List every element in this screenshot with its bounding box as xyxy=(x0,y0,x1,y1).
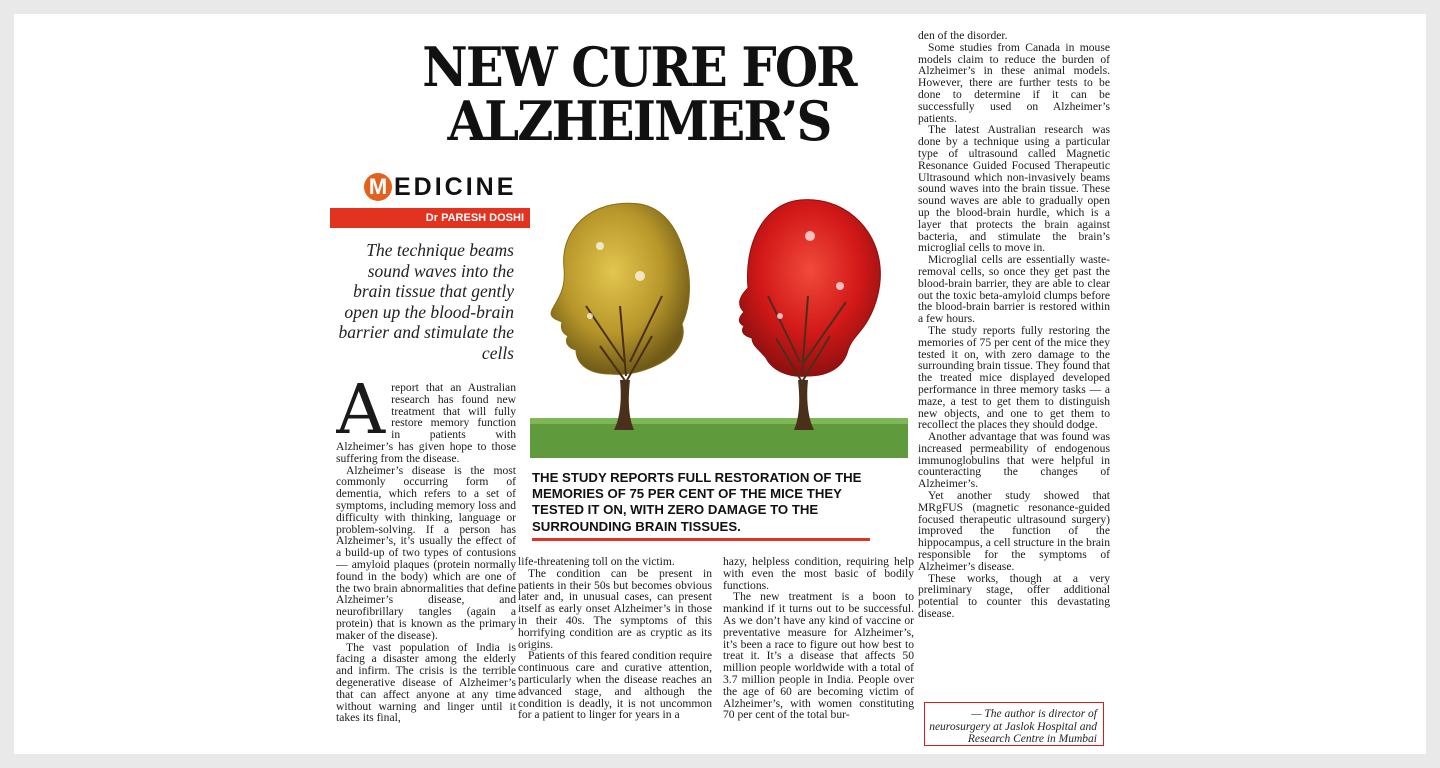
paragraph: The latest Australian research was done by a technique using a particular type of ultrasound called Magnetic Resonance Guided Focused Therapeutic Ultrasound which non-invasively beams sound waves into the brain tissue. These sound waves are able to gradually open up the blood-brain hurdle, which is a layer that protects the brain against bacteria, and stimulate the brain’s microglial cells to move in. xyxy=(918,123,1110,255)
tree-heads-illustration-icon xyxy=(530,186,908,458)
body-column-4 xyxy=(918,30,1110,702)
right-trunk xyxy=(794,380,814,430)
paragraph: Alzheimer’s disease is the most commonly occurring form of dementia, which refers to a set of symptoms, including memory loss and difficulty with thinking, language or problem-solving. If a person has Alzheimer’s, it’s usually the effect of a build-up of two types of contusions — amyloid plaques (protein normally found in the body) which are one of the two brain abnormalities that define Alzheimer’s disease, and neurofibrillary tangles (again a protein) that is known as the primary maker of the disease). xyxy=(336,463,516,642)
newspaper-page xyxy=(14,14,1426,754)
paragraph: den of the disorder. xyxy=(918,30,1008,42)
section-name: EDICINE xyxy=(394,173,517,201)
paragraph: Yet another study showed that MRgFUS (magnetic resonance-guided focused therapeutic ultrasound surgery) improved the function of the hippocampus, a cell structure in the brain responsible for the symptoms of Alzheimer’s disease. xyxy=(918,489,1110,573)
body-column-2 xyxy=(518,556,712,752)
author-note: — The author is director of neurosurgery at Jaslok Hospital and Research Centre in Mumbai xyxy=(924,702,1104,746)
paragraph: life-threatening toll on the victim. xyxy=(518,556,675,568)
paragraph: The condition can be present in patients in their 50s but becomes obvious later and, in unusual cases, can present itself as early onset Alzheimer’s in those in their 40s. The symptoms of this horrifying condition are as cryptic as its origins. xyxy=(518,566,712,651)
right-head-foliage xyxy=(739,200,880,377)
paragraph: These works, though at a very preliminary stage, offer additional potential to counter this devastating disease. xyxy=(918,571,1110,621)
body-column-1 xyxy=(336,382,516,752)
body-column-3 xyxy=(723,556,914,752)
paragraph: The vast population of India is facing a disaster among the elderly and infirm. The crisis is the terrible degenerative disease of Alzheimer’s that can affect anyone at any time without warning and linger until it takes its final, xyxy=(336,640,516,725)
headline xyxy=(414,35,865,153)
section-initial-badge: M xyxy=(364,173,392,201)
paragraph: Patients of this feared condition require continuous care and curative attention, particularly when the disease reaches an advanced stage, and although the condition is deadly, it is not uncommon for a patient to linger for years in a xyxy=(518,649,712,722)
paragraph: Some studies from Canada in mouse models claim to reduce the burden of Alzheimer’s in these animal models. However, there are further tests to be done to determine if it can be successfully used on Alzheimer’s patients. xyxy=(918,40,1110,125)
headline-line-1: NEW CURE FOR xyxy=(422,35,856,99)
byline: Dr PARESH DOSHI xyxy=(425,212,524,224)
paragraph: The study reports fully restoring the memories of 75 per cent of the mice they tested it on, with zero damage to the surrounding brain tissue. They found that the treated mice displayed developed performance in three memory tasks — a maze, a test to get them to distinguish new objects, and one to get them to recollect the places they should dodge. xyxy=(918,323,1110,432)
headline-line-2: ALZHEIMER’S xyxy=(447,89,831,153)
standfirst: The technique beams sound waves into the brain tissue that gently open up the blood-brain barrier and stimulate the cells xyxy=(338,240,514,363)
paragraph: report that an Australian research has found new treatment that will fully restore memory function in patients with Alzheimer’s has given hope to those suffering from the disease. xyxy=(336,382,516,465)
paragraph: Another advantage that was found was increased permeability of endogenous immunoglobulins that were helpful in counteracting the changes of Alzheimer’s. xyxy=(918,430,1110,491)
byline-bar xyxy=(330,208,532,228)
drop-cap: A xyxy=(336,382,386,450)
photo-caption: THE STUDY REPORTS FULL RESTORATION OF THE MEMORIES OF 75 PER CENT OF THE MICE THEY TESTED IT ON, WITH ZERO DAMAGE TO THE SURROUNDING BRAIN TISSUES. xyxy=(532,470,862,534)
section-kicker xyxy=(364,173,517,203)
left-trunk xyxy=(614,380,634,430)
paragraph: The new treatment is a boon to mankind if it turns out to be successful. As we don’t have any kind of vaccine or preventative measure for Alzheimer’s, it’s been a race to figure out how best to treat it. It’s a disease that affects 50 million people worldwide with a total of 3.7 million people in India. People over the age of 60 are becoming victim of Alzheimer’s, with women constituting 70 per cent of the total bur- xyxy=(723,590,914,722)
article-photo xyxy=(530,186,908,458)
paragraph: Microglial cells are essentially waste-removal cells, so once they get past the blood-brain barrier, they are able to clear out the toxic beta-amyloid clumps before the blood-brain barrier is restored within a few hours. xyxy=(918,253,1110,326)
left-head-foliage xyxy=(551,203,689,374)
caption-rule xyxy=(532,538,870,541)
paragraph: hazy, helpless condition, requiring help with even the most basic of bodily functions. xyxy=(723,556,914,592)
